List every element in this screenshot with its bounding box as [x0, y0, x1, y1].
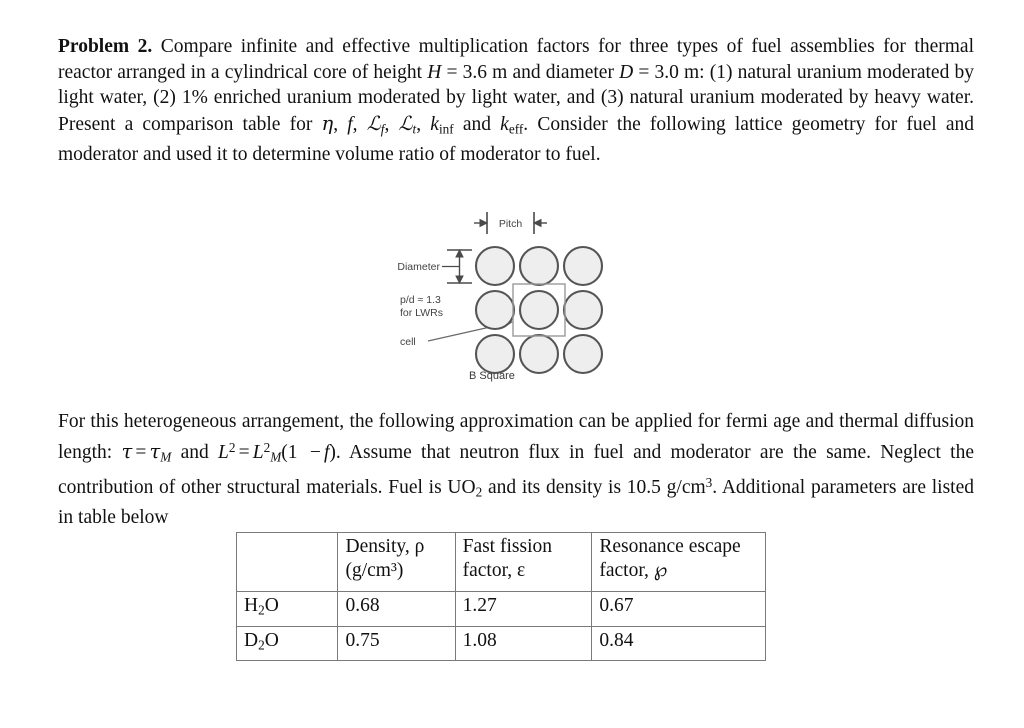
- fuel-rod-circle: [520, 335, 558, 373]
- pitch-diameter-ratio-label-line1: p/d ≈ 1.3: [400, 294, 441, 306]
- fuel-rod-circle: [520, 247, 558, 285]
- separator-3: ,: [384, 113, 399, 135]
- material-d2o-base: D: [244, 629, 259, 651]
- parameters-table-container: [236, 532, 766, 661]
- table-header-cell-fast-fission: [455, 533, 592, 592]
- material-d2o-tail: O: [264, 629, 279, 651]
- approx-text-3: and its density is 10.5 g/cm: [482, 476, 706, 498]
- symbol-k-eff-subscript: eff: [508, 121, 524, 137]
- material-h2o-tail: O: [264, 595, 279, 616]
- symbol-script-L-t: ℒ: [398, 111, 413, 135]
- table-header-row: [237, 533, 766, 592]
- cell-density-d2o: 0.75: [338, 626, 455, 661]
- density-exponent: 3: [705, 474, 713, 490]
- cell-fast-fission-h2o: 1.27: [455, 592, 592, 627]
- variable-H: H: [427, 61, 442, 83]
- approx-text-2: . Assume that neutron flux in fuel and moderator are the same. Neglect the contribution of other structural materials. Fuel is UO: [58, 441, 975, 498]
- table-row: [237, 626, 766, 661]
- symbol-f: f: [347, 113, 353, 135]
- symbol-k-eff: k: [500, 113, 509, 135]
- problem-eq-H: = 3.6 m and diameter: [441, 61, 620, 83]
- symbol-tau-M: τ: [149, 439, 161, 463]
- symbol-L: L: [218, 441, 229, 463]
- header-density-line1: Density, ρ: [345, 536, 425, 557]
- approximation-paragraph: [58, 409, 974, 531]
- table-row: [237, 592, 766, 627]
- symbol-tau-M-subscript: M: [160, 449, 172, 465]
- cell-label: cell: [400, 336, 416, 348]
- pitch-label: Pitch: [498, 218, 523, 230]
- separator-2: ,: [352, 113, 367, 135]
- fuel-rod-grid: [476, 247, 602, 373]
- cell-material-d2o: [237, 626, 338, 661]
- problem-eq-D: = 3.0 m: (1) natural uranium moderated by light water, (2) 1% enriched uranium moderated by light water, and (3) natural uranium moderated by heavy water. Present a comparison table for: [58, 61, 974, 135]
- cell-resonance-escape-h2o: 0.67: [592, 592, 766, 627]
- header-fast-fission-line1: Fast fission: [462, 536, 552, 557]
- material-d2o-subscript: 2: [258, 637, 265, 653]
- symbol-L-M: L: [252, 441, 264, 463]
- fuel-rod-circle: [476, 247, 514, 285]
- figure-caption: B Square: [469, 370, 515, 382]
- separator-4: ,: [416, 113, 431, 135]
- header-resonance-escape-line2: factor, ℘: [599, 560, 668, 581]
- approx-text-1: For this heterogeneous arrangement, the following approximation can be applied for fermi age and thermal diffusion length:: [58, 411, 974, 463]
- material-h2o-base: H: [244, 595, 259, 616]
- paren-close: ): [329, 441, 336, 463]
- symbol-eta: η: [321, 111, 334, 135]
- symbol-script-L-f: ℒ: [366, 111, 381, 135]
- symbol-k-inf: k: [430, 113, 439, 135]
- equals-1: =: [135, 441, 147, 463]
- symbol-script-L-t-subscript: t: [412, 121, 417, 137]
- cell-material-h2o: [237, 592, 338, 627]
- lattice-geometry-figure: [386, 208, 618, 384]
- cell-fast-fission-d2o: 1.08: [455, 626, 592, 661]
- problem-statement-paragraph: [58, 34, 974, 168]
- minus-sign: −: [309, 441, 321, 463]
- cell-density-h2o: 0.68: [338, 592, 455, 627]
- symbol-tau: τ: [121, 439, 133, 463]
- table-header-cell-resonance-escape: [592, 533, 766, 592]
- approx-conjunction: and: [171, 441, 218, 463]
- fuel-rod-circle: [564, 335, 602, 373]
- uo2-subscript: 2: [475, 484, 483, 500]
- equals-2: =: [238, 441, 250, 463]
- separator-1: ,: [333, 113, 348, 135]
- header-density-line2: (g/cm³): [345, 560, 404, 581]
- symbol-script-L-f-subscript: f: [380, 121, 385, 137]
- diameter-dimension-marker: [442, 250, 472, 283]
- fuel-rod-circle: [520, 291, 558, 329]
- problem-text-2: . Consider the following lattice geometry for fuel and moderator and used it to determine volume ratio of moderator to fuel.: [58, 113, 975, 166]
- symbol-L-exponent: 2: [228, 439, 236, 455]
- table-header-cell-material: [237, 533, 338, 592]
- fuel-rod-circle: [564, 247, 602, 285]
- symbol-f-in-paren: f: [323, 441, 330, 463]
- pitch-diameter-ratio-label-line2: for LWRs: [400, 307, 443, 319]
- diameter-label: Diameter: [397, 261, 440, 273]
- parameters-table: [236, 532, 766, 661]
- problem-text-1: Compare infinite and effective multiplication factors for three types of fuel assemblies for thermal reactor arranged in a cylindrical core of height: [58, 36, 974, 83]
- problem-conjunction: and: [453, 113, 501, 135]
- symbol-L-M-exponent: 2: [263, 439, 271, 455]
- material-h2o-subscript: 2: [258, 602, 265, 618]
- cell-resonance-escape-d2o: 0.84: [592, 626, 766, 661]
- problem-label: Problem 2.: [58, 36, 153, 57]
- variable-D: D: [619, 61, 634, 83]
- header-fast-fission-line2: factor, ε: [462, 560, 526, 581]
- fuel-rod-circle: [476, 335, 514, 373]
- symbol-k-inf-subscript: inf: [438, 121, 454, 137]
- paren-open: (1: [281, 441, 307, 463]
- approx-text-4: . Additional parameters are listed in table below: [58, 476, 975, 529]
- table-header-cell-density: [338, 533, 455, 592]
- fuel-rod-circle: [564, 291, 602, 329]
- symbol-L-M-subscript: M: [270, 449, 282, 465]
- header-resonance-escape-line1: Resonance escape: [599, 536, 741, 557]
- fuel-rod-circle: [476, 291, 514, 329]
